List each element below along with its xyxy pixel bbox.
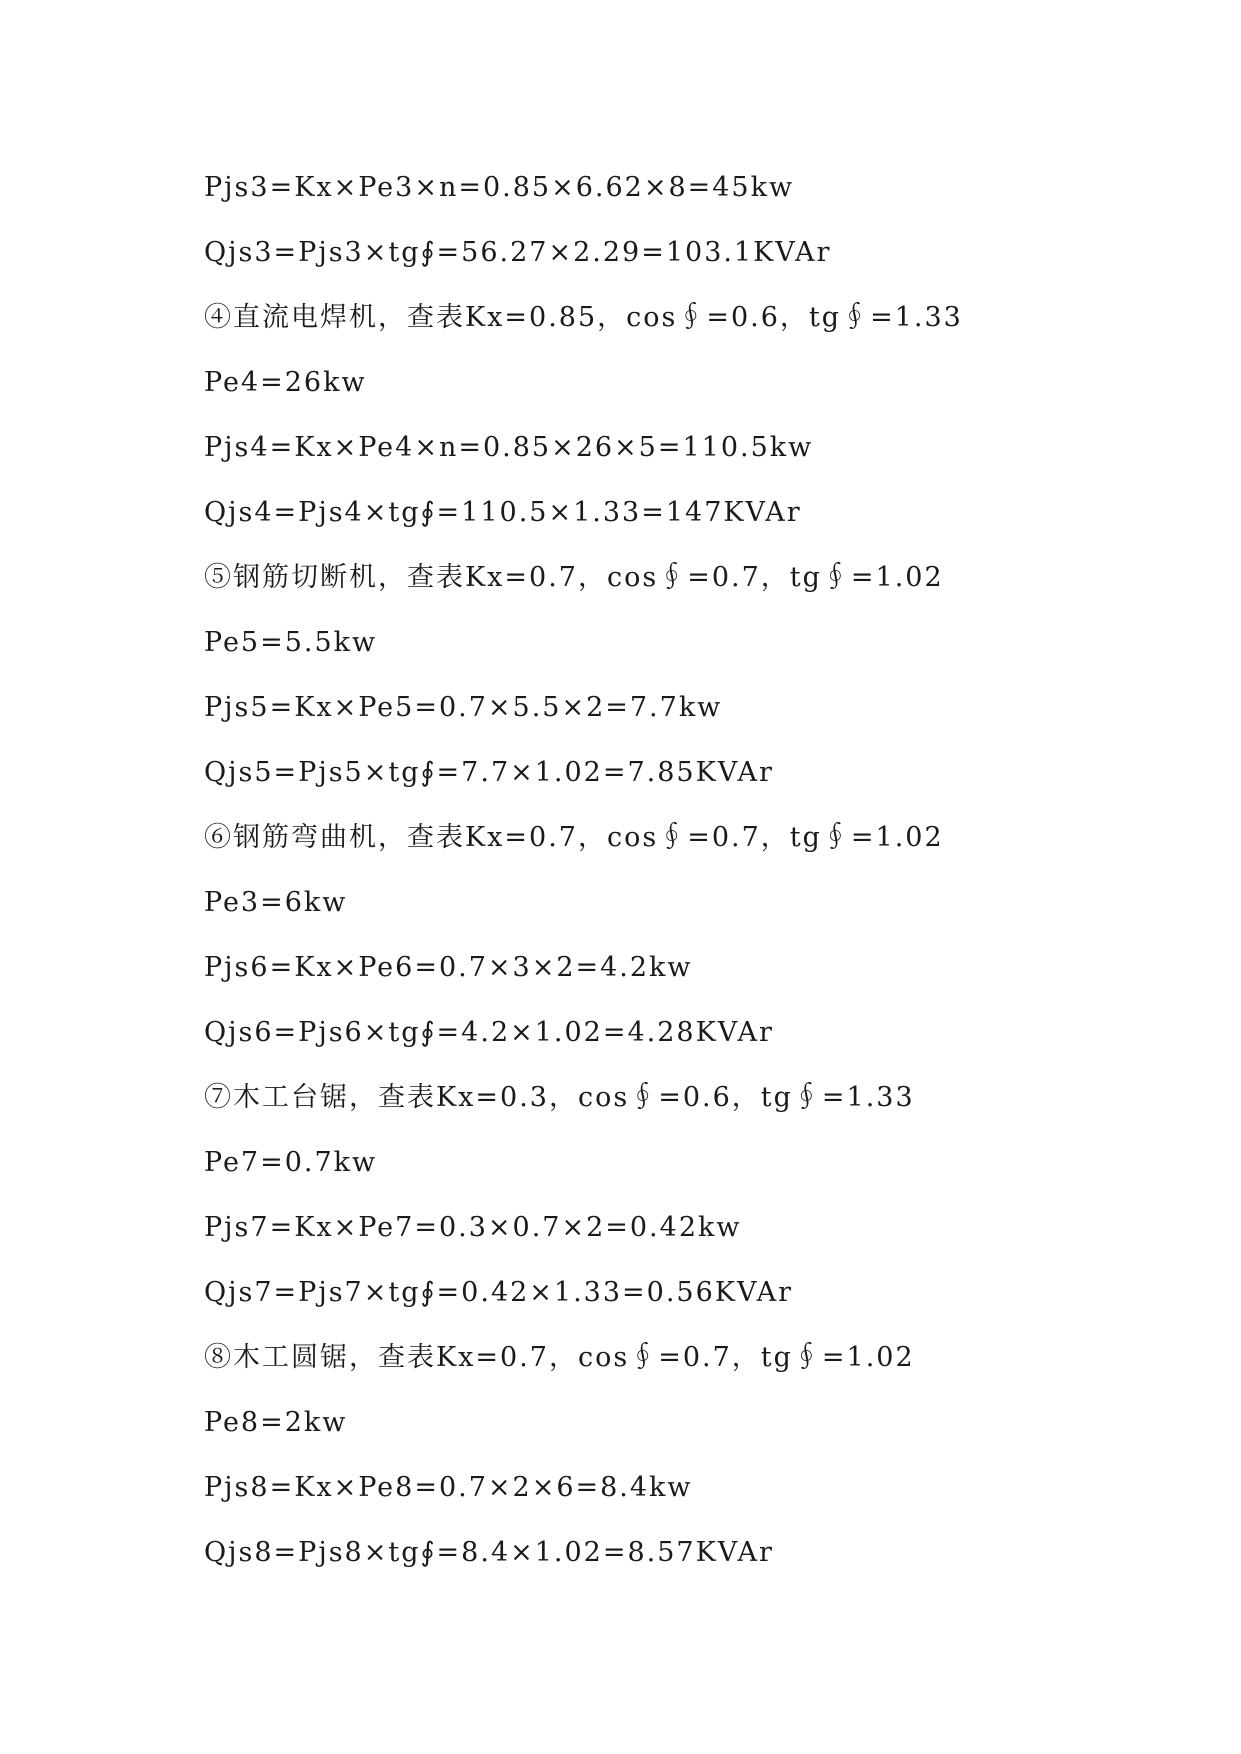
document-body (204, 155, 1104, 1585)
formula-line: Pjs4=Kx×Pe4×n=0.85×26×5=110.5kw (204, 432, 814, 463)
formula-line: Pjs3=Kx×Pe3×n=0.85×6.62×8=45kw (204, 172, 795, 203)
equipment-heading: ⑦木工台锯，查表Kx=0.3，cos∮=0.6，tg∮=1.33 (204, 1082, 915, 1113)
formula-line: Pe3=6kw (204, 887, 348, 918)
equipment-heading: ④直流电焊机，查表Kx=0.85，cos∮=0.6，tg∮=1.33 (204, 302, 963, 333)
formula-line: Pe8=2kw (204, 1407, 348, 1438)
equipment-heading: ⑤钢筋切断机，查表Kx=0.7，cos∮=0.7，tg∮=1.02 (204, 562, 944, 593)
formula-line: Pjs7=Kx×Pe7=0.3×0.7×2=0.42kw (204, 1212, 742, 1243)
formula-line: Pe4=26kw (204, 367, 367, 398)
formula-line: Pe7=0.7kw (204, 1147, 378, 1178)
formula-line: Qjs5=Pjs5×tg∮=7.7×1.02=7.85KVAr (204, 757, 774, 788)
formula-line: Qjs8=Pjs8×tg∮=8.4×1.02=8.57KVAr (204, 1537, 774, 1568)
equipment-heading: ⑧木工圆锯，查表Kx=0.7，cos∮=0.7，tg∮=1.02 (204, 1342, 915, 1373)
formula-line: Pe5=5.5kw (204, 627, 378, 658)
equipment-heading: ⑥钢筋弯曲机，查表Kx=0.7，cos∮=0.7，tg∮=1.02 (204, 822, 944, 853)
formula-line: Qjs3=Pjs3×tg∮=56.27×2.29=103.1KVAr (204, 237, 832, 268)
formula-line: Pjs5=Kx×Pe5=0.7×5.5×2=7.7kw (204, 692, 723, 723)
formula-line: Qjs7=Pjs7×tg∮=0.42×1.33=0.56KVAr (204, 1277, 794, 1308)
formula-line: Pjs8=Kx×Pe8=0.7×2×6=8.4kw (204, 1472, 693, 1503)
formula-line: Qjs6=Pjs6×tg∮=4.2×1.02=4.28KVAr (204, 1017, 774, 1048)
formula-line: Pjs6=Kx×Pe6=0.7×3×2=4.2kw (204, 952, 693, 983)
formula-line: Qjs4=Pjs4×tg∮=110.5×1.33=147KVAr (204, 497, 802, 528)
